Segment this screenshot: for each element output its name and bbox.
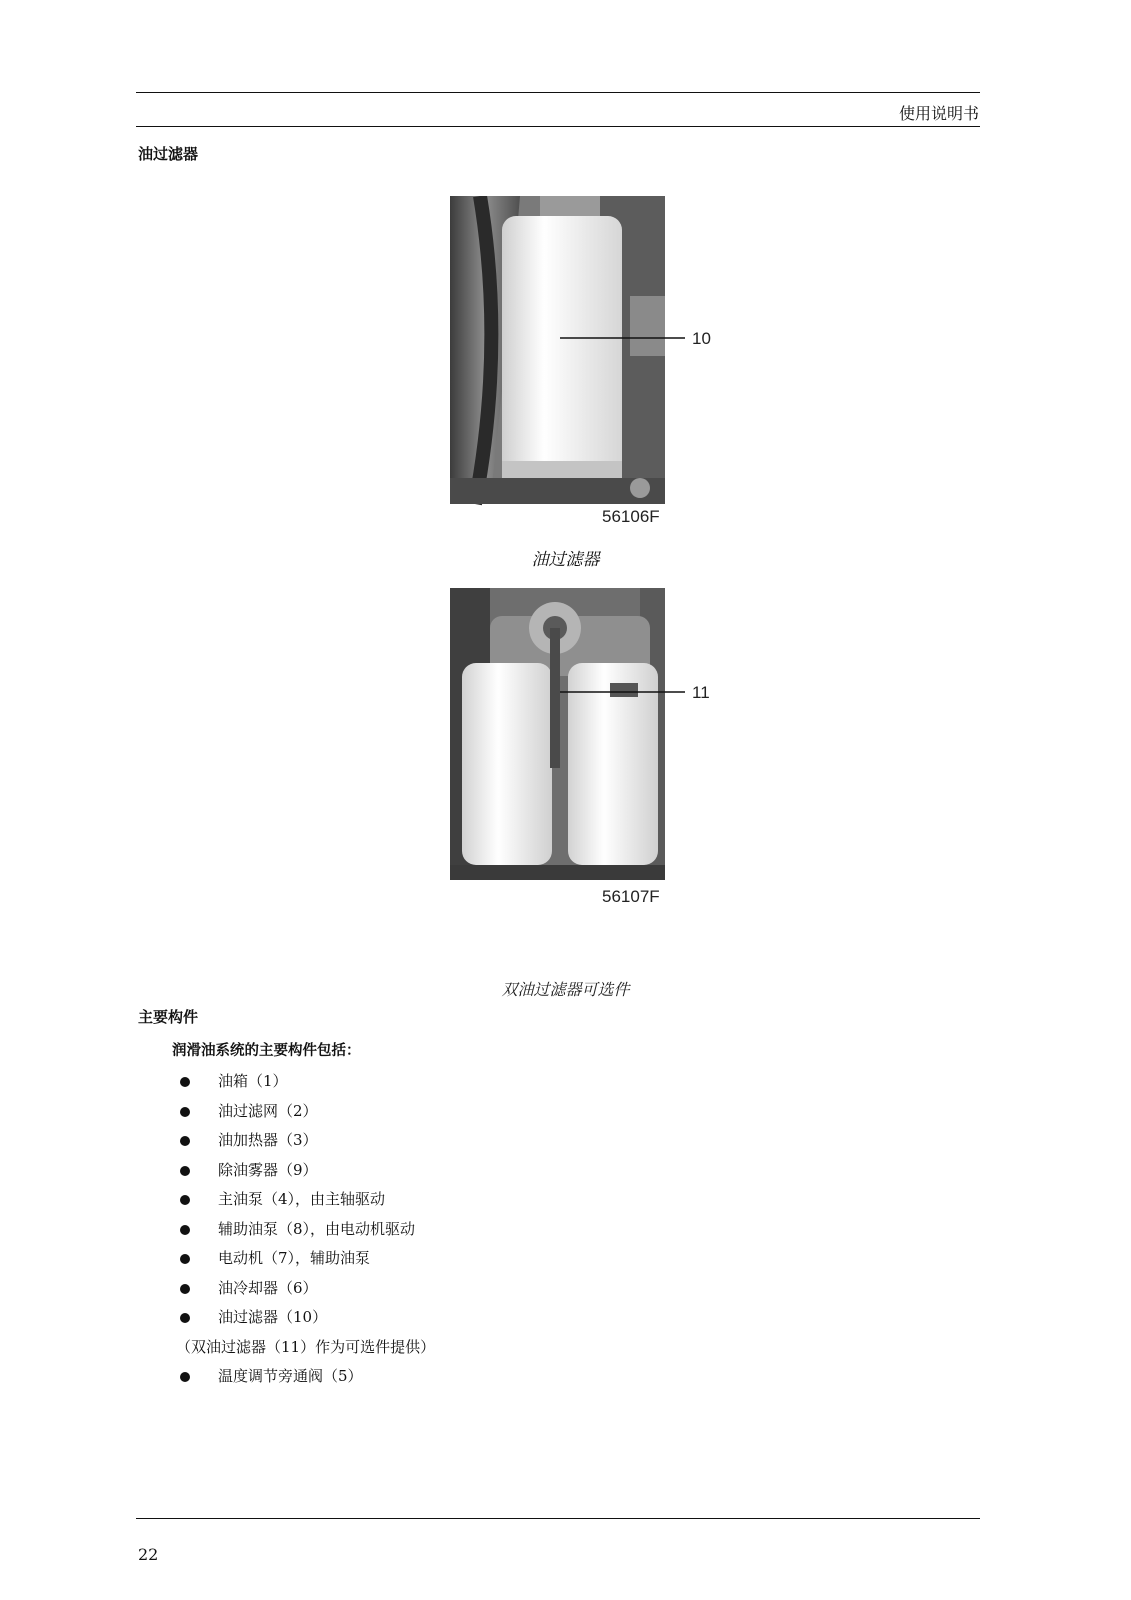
section-title-oil-filter: 油过滤器 bbox=[138, 145, 199, 163]
bullet-icon bbox=[180, 1166, 190, 1176]
bullet-icon bbox=[180, 1254, 190, 1264]
callout-number-11: 11 bbox=[692, 683, 710, 702]
header-top-rule bbox=[136, 92, 980, 93]
figure-code-1: 56106F bbox=[602, 507, 660, 526]
bullet-icon bbox=[180, 1195, 190, 1205]
figure-code-2: 56107F bbox=[602, 887, 660, 906]
section-title-main-parts: 主要构件 bbox=[138, 1008, 199, 1026]
bullet-icon bbox=[180, 1107, 190, 1117]
figure-caption-dual-oil-filter: 双油过滤器可选件 bbox=[501, 980, 630, 999]
oil-filter-photo bbox=[450, 196, 665, 504]
footer-rule bbox=[136, 1518, 980, 1519]
header-bottom-rule bbox=[136, 126, 980, 127]
bullet-icon bbox=[180, 1225, 190, 1235]
bullet-icon bbox=[180, 1372, 190, 1382]
callout-number-10: 10 bbox=[692, 329, 711, 348]
bullet-icon bbox=[180, 1077, 190, 1087]
figure-oil-filter bbox=[450, 196, 740, 531]
intro-text: 润滑油系统的主要构件包括： bbox=[172, 1043, 361, 1059]
bullet-icon bbox=[180, 1136, 190, 1146]
figure-dual-oil-filter bbox=[450, 588, 740, 918]
figure-caption-oil-filter: 油过滤器 bbox=[531, 550, 600, 570]
page-number: 22 bbox=[138, 1545, 159, 1564]
bullet-icon bbox=[180, 1284, 190, 1294]
bullet-icon bbox=[180, 1313, 190, 1323]
dual-oil-filter-photo bbox=[450, 588, 665, 880]
header-title: 使用说明书 bbox=[898, 104, 979, 123]
